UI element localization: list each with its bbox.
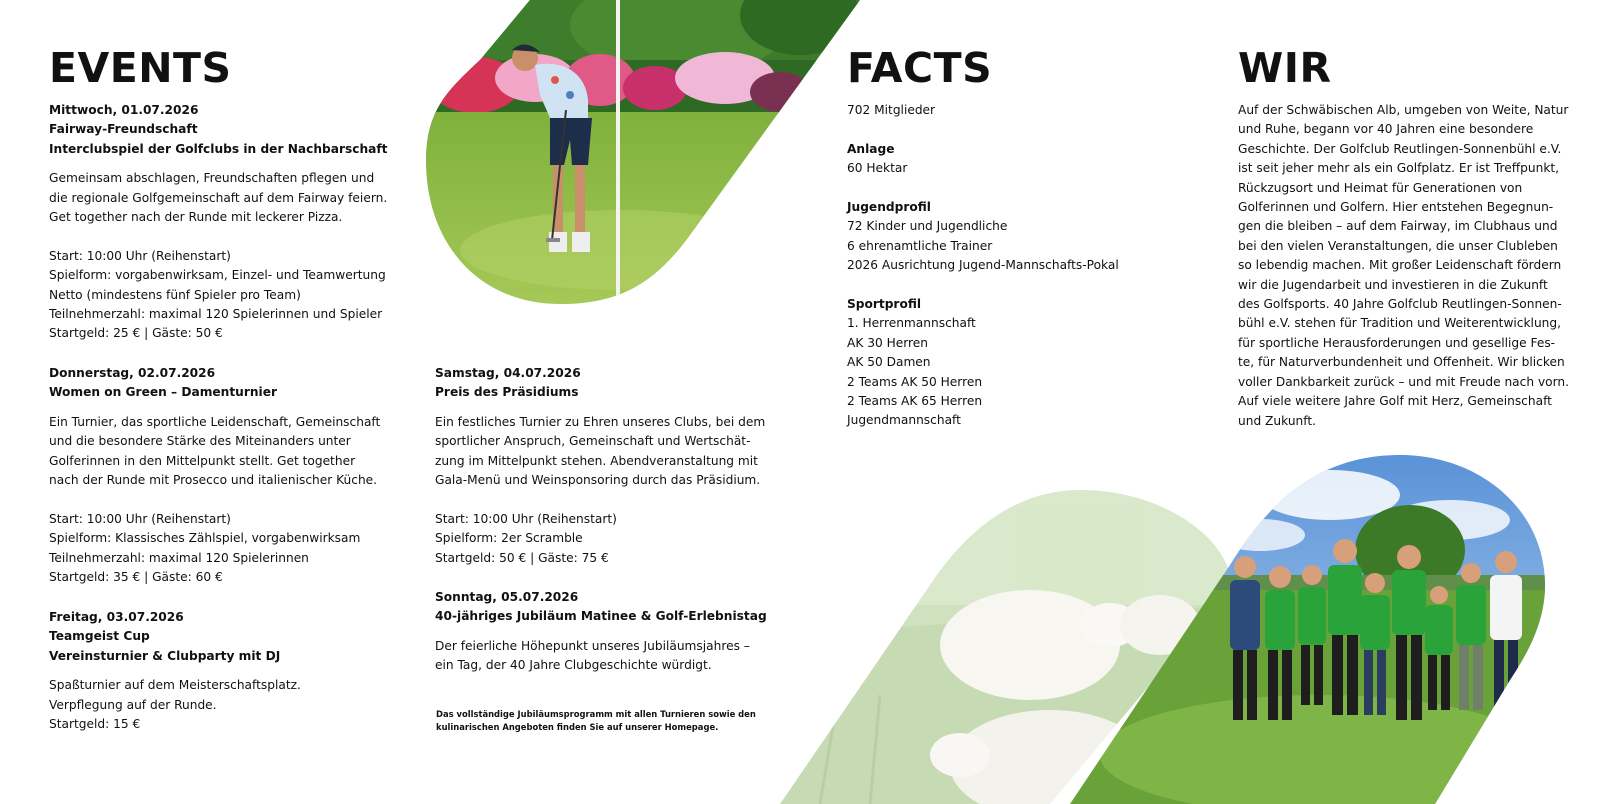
wir-line: gen die bleiben – auf dem Fairway, im Clubhaus und — [1238, 219, 1558, 234]
wir-line: bühl e.V. stehen für Tradition und Weiterentwicklung, — [1238, 316, 1562, 331]
event-5 — [435, 588, 795, 676]
event-2-desc: nach der Runde mit Prosecco und italienischer Küche. — [49, 473, 378, 488]
event-3-subtitle: Vereinsturnier & Clubparty mit DJ — [49, 648, 281, 663]
event-4-desc: zung im Mittelpunkt stehen. Abendveranstaltung mit — [435, 453, 758, 468]
event-1-name: Fairway-Freundschaft — [49, 122, 198, 137]
event-1-desc: Get together nach der Runde mit leckerer Pizza. — [49, 210, 343, 225]
event-2-detail: Start: 10:00 Uhr (Reihenstart) — [49, 511, 231, 526]
event-2-detail: Teilnehmerzahl: maximal 120 Spielerinnen — [49, 550, 309, 565]
facts-sport-item: 2 Teams AK 50 Herren — [847, 374, 983, 389]
event-4 — [435, 364, 775, 568]
facts-anlage-value: 60 Hektar — [847, 161, 908, 176]
wir-text — [1238, 101, 1588, 431]
event-5-date: Sonntag, 05.07.2026 — [435, 590, 579, 604]
event-1-desc: die regionale Golfgemeinschaft auf dem Fairway feiern. — [49, 190, 388, 205]
event-1-detail: Startgeld: 25 € | Gäste: 50 € — [49, 326, 223, 341]
event-4-detail: Start: 10:00 Uhr (Reihenstart) — [435, 511, 617, 526]
facts-members: 702 Mitglieder — [847, 103, 936, 117]
facts-jugend-label: Jugendprofil — [847, 200, 931, 214]
event-3 — [49, 608, 409, 734]
facts-sport-item: AK 50 Damen — [847, 355, 931, 370]
wir-line: Golferinnen und Golfern. Hier entstehen Begegnun- — [1238, 200, 1554, 215]
wir-line: und Zukunft. — [1238, 413, 1316, 428]
event-2-desc: Ein Turnier, das sportliche Leidenschaft, Gemeinschaft — [49, 414, 381, 429]
event-2-detail: Spielform: Klassisches Zählspiel, vorgabenwirksam — [49, 531, 361, 546]
event-2-desc: und die besondere Stärke des Miteinanders unter — [49, 434, 351, 449]
wir-line: Auf viele weitere Jahre Golf mit Herz, Gemeinschaft — [1238, 394, 1552, 409]
facts-anlage-label: Anlage — [847, 141, 895, 156]
wir-line: und Ruhe, begann vor 40 Jahren eine besondere — [1238, 122, 1534, 137]
footnote — [436, 708, 796, 734]
facts-sport-item: 2 Teams AK 65 Herren — [847, 394, 983, 409]
golfer-photo — [420, 0, 860, 310]
event-4-desc: Gala-Menü und Weinsponsoring durch das Präsidium. — [435, 473, 761, 488]
event-4-desc: Ein festliches Turnier zu Ehren unseres Clubs, bei dem — [435, 414, 766, 429]
event-2 — [49, 364, 409, 587]
footnote-line: Das vollständige Jubiläumsprogramm mit allen Turnieren sowie den — [436, 709, 756, 719]
wir-line: des Golfsports. 40 Jahre Golfclub Reutlingen-Sonnen- — [1238, 297, 1562, 312]
event-1-detail: Teilnehmerzahl: maximal 120 Spielerinnen und Spieler — [49, 307, 383, 322]
wir-line: Rückzugsort und Heimat für Generationen von — [1238, 180, 1523, 195]
wir-title: WIR — [1238, 44, 1332, 92]
wir-line: voller Dankbarkeit zurück – und mit Freude nach vorn. — [1238, 374, 1570, 389]
event-4-detail: Spielform: 2er Scramble — [435, 531, 583, 546]
event-1-desc: Gemeinsam abschlagen, Freundschaften pflegen und — [49, 171, 375, 186]
event-1-subtitle: Interclubspiel der Golfclubs in der Nachbarschaft — [49, 141, 388, 156]
facts-sport-item: Jugendmannschaft — [847, 413, 961, 428]
event-5-desc: Der feierliche Höhepunkt unseres Jubiläumsjahres – — [435, 638, 750, 653]
wir-line: bei den vielen Veranstaltungen, die unser Clubleben — [1238, 238, 1558, 253]
event-3-desc: Startgeld: 15 € — [49, 717, 141, 732]
wir-line: wir die Jugendarbeit und investieren in die Zukunft — [1238, 277, 1548, 292]
facts-list — [847, 101, 1187, 431]
event-4-date: Samstag, 04.07.2026 — [435, 366, 581, 380]
wir-line: so lebendig machen. Mit großer Leidenschaft fördern — [1238, 258, 1562, 273]
event-3-desc: Verpflegung auf der Runde. — [49, 697, 217, 712]
facts-sport-item: AK 30 Herren — [847, 335, 929, 350]
event-5-desc: ein Tag, der 40 Jahre Clubgeschichte würdigt. — [435, 658, 712, 673]
event-2-name: Women on Green – Damenturnier — [49, 385, 277, 400]
event-2-date: Donnerstag, 02.07.2026 — [49, 366, 216, 380]
event-3-name: Teamgeist Cup — [49, 629, 150, 644]
youth-team-photo — [1070, 455, 1550, 804]
footnote-line: kulinarischen Angeboten finden Sie auf unserer Homepage. — [436, 722, 719, 732]
events-title: EVENTS — [49, 44, 232, 92]
event-1 — [49, 101, 409, 344]
facts-jugend-item: 6 ehrenamtliche Trainer — [847, 238, 993, 253]
wir-line: Geschichte. Der Golfclub Reutlingen-Sonnenbühl e.V. — [1238, 141, 1562, 156]
event-3-desc: Spaßturnier auf dem Meisterschaftsplatz. — [49, 678, 301, 693]
event-5-name: 40-jähriges Jubiläum Matinee & Golf-Erlebnistag — [435, 609, 767, 624]
facts-jugend-item: 72 Kinder und Jugendliche — [847, 219, 1008, 234]
facts-sport-label: Sportprofil — [847, 297, 922, 312]
facts-title: FACTS — [847, 44, 993, 92]
facts-jugend-item: 2026 Ausrichtung Jugend-Mannschafts-Pokal — [847, 258, 1119, 273]
event-2-desc: Golferinnen in den Mittelpunkt stellt. Get together — [49, 453, 356, 468]
event-2-detail: Startgeld: 35 € | Gäste: 60 € — [49, 570, 223, 585]
event-3-date: Freitag, 03.07.2026 — [49, 610, 184, 624]
event-4-name: Preis des Präsidiums — [435, 385, 579, 400]
event-1-detail: Start: 10:00 Uhr (Reihenstart) — [49, 248, 231, 263]
wir-line: te, für Naturverbundenheit und Offenheit. Wir blicken — [1238, 355, 1565, 370]
wir-line: Auf der Schwäbischen Alb, umgeben von Weite, Natur — [1238, 103, 1569, 117]
wir-line: ist seit jeher mehr als ein Golfplatz. Er ist Treffpunkt, — [1238, 161, 1560, 176]
event-1-detail: Spielform: vorgabenwirksam, Einzel- und Teamwertung — [49, 268, 386, 283]
event-4-detail: Startgeld: 50 € | Gäste: 75 € — [435, 550, 609, 565]
facts-sport-item: 1. Herrenmannschaft — [847, 316, 976, 331]
event-1-detail: Netto (mindestens fünf Spieler pro Team) — [49, 287, 301, 302]
wir-line: für sportliche Herausforderungen und gesellige Fes- — [1238, 335, 1556, 350]
event-1-date: Mittwoch, 01.07.2026 — [49, 103, 199, 117]
event-4-desc: sportlicher Anspruch, Gemeinschaft und Wertschät- — [435, 434, 751, 449]
